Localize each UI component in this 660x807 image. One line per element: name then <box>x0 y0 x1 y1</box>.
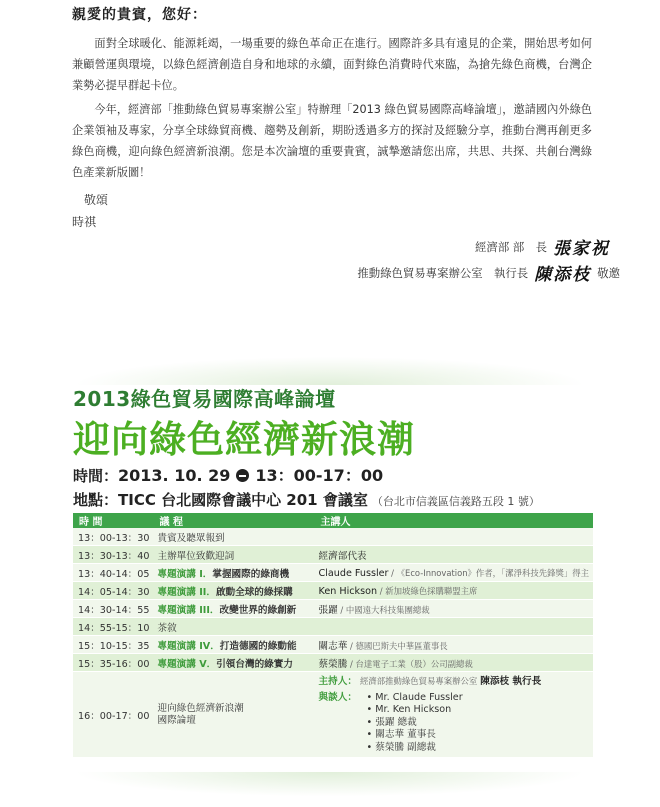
table-row <box>73 528 593 546</box>
table-row <box>73 636 593 654</box>
row-time: 14：05-14：30 <box>73 582 153 600</box>
list-item: • 蔡榮騰 副總裁 <box>367 742 589 755</box>
signature-suffix: 敬邀 <box>597 265 620 280</box>
row-speaker: 蔡榮騰 / 台達電子工業（股）公司副總裁 <box>315 654 593 672</box>
letter-greeting: 親愛的貴賓，您好： <box>72 7 207 23</box>
list-item: • 關志華 董事長 <box>367 729 589 742</box>
row-time: 15：10-15：35 <box>73 636 153 654</box>
table-row <box>73 618 593 636</box>
row-topic: 專題演講 V．引領台灣的綠實力 <box>153 654 314 672</box>
signature-title: 推動綠色貿易專案辦公室 執行長 <box>357 265 529 280</box>
table-row <box>73 654 593 672</box>
row-speaker: Ken Hickson / 新加坡綠色採購聯盟主席 <box>315 582 593 600</box>
event-date: 2013. 10. 29 <box>118 466 231 485</box>
row-speaker: 關志華 / 德國巴斯夫中華區董事長 <box>315 636 593 654</box>
row-topic: 迎向綠色經濟新浪潮 國際論壇 <box>153 672 314 758</box>
invitation-letter <box>72 0 592 183</box>
signature-line-ceo <box>357 260 620 285</box>
table-row-panel <box>73 672 593 758</box>
row-time: 16：00-17：00 <box>73 672 153 758</box>
row-topic: 貴賓及聽眾報到 <box>153 528 314 546</box>
handwritten-signature: 陳添枝 <box>534 265 592 285</box>
row-speaker <box>315 618 593 636</box>
row-topic: 茶敘 <box>153 618 314 636</box>
event-time <box>73 463 383 486</box>
list-item: • 張躍 總裁 <box>367 717 589 730</box>
row-time: 14：55-15：10 <box>73 618 153 636</box>
table-row <box>73 582 593 600</box>
event-hours: 13：00-17：00 <box>255 466 384 485</box>
time-label: 時間： <box>73 467 119 485</box>
list-item: • Mr. Claude Fussler <box>367 692 589 705</box>
row-speaker: 張躍 / 中國遠大科技集團總裁 <box>315 600 593 618</box>
row-topic: 專題演講 I．掌握國際的綠商機 <box>153 564 314 582</box>
row-time: 13：40-14：05 <box>73 564 153 582</box>
letter-closing-1: 敬頌 <box>84 193 109 207</box>
row-time: 13：00-13：30 <box>73 528 153 546</box>
separator-icon <box>236 469 249 482</box>
place-label: 地點： <box>73 491 119 509</box>
header-speaker: 主講人 <box>315 513 593 528</box>
schedule-table <box>73 513 593 758</box>
row-time: 13：30-13：40 <box>73 546 153 564</box>
panel-host: 主持人： 經濟部推動綠色貿易專案辦公室 陳添枝 執行長 <box>318 676 542 687</box>
row-speaker <box>315 528 593 546</box>
event-title: 迎向綠色經濟新浪潮 <box>73 418 415 461</box>
panel-cell <box>315 672 593 758</box>
row-topic: 專題演講 III．改變世界的綠創新 <box>153 600 314 618</box>
row-speaker: Claude Fussler / 《Eco-Innovation》作者，「潔淨科技先鋒獎」得主 <box>315 564 593 582</box>
place-name: TICC 台北國際會議中心 201 會議室 <box>118 491 368 509</box>
header-agenda: 議 程 <box>153 513 314 528</box>
letter-closing-2: 時祺 <box>72 215 97 229</box>
signature-line-minister <box>475 234 610 259</box>
row-time: 14：30-14：55 <box>73 600 153 618</box>
signature-title: 經濟部 部 長 <box>475 239 547 254</box>
letter-paragraph-1: 面對全球暖化、能源耗竭，一場重要的綠色革命正在進行。國際許多具有遠見的企業，開始思考如何兼顧營運與環境，以綠色經濟創造自身和地球的永續，面對綠色消費時代來臨，為搶先綠色商機，台灣企業勢必提早群起卡位。 <box>72 37 592 92</box>
letter-paragraph-2: 今年，經濟部「推動綠色貿易專案辦公室」特辦理「2013 綠色貿易國際高峰論壇」，邀請國內外綠色企業領袖及專家，分享全球綠貿商機、趨勢及創新，期盼透過多方的探討及經驗分享，推動台灣再創更多綠色商機，迎向綠色經濟新浪潮。您是本次論壇的重要貴賓，誠摯邀請您出席，共思、共探、共創台灣綠色產業新版圖！ <box>72 103 592 179</box>
table-row <box>73 546 593 564</box>
divider-glow <box>0 345 660 385</box>
list-item: • Mr. Ken Hickson <box>367 704 589 717</box>
table-header-row <box>73 513 593 528</box>
event-subtitle: 2013綠色貿易國際高峰論壇 <box>73 387 336 411</box>
table-row <box>73 564 593 582</box>
row-speaker: 經濟部代表 <box>315 546 593 564</box>
divider-glow <box>0 772 660 807</box>
row-topic: 專題演講 IV．打造德國的綠動能 <box>153 636 314 654</box>
event-place <box>73 489 540 510</box>
header-time: 時 間 <box>73 513 153 528</box>
handwritten-signature: 張家祝 <box>553 239 610 259</box>
row-topic: 專題演講 II．啟動全球的綠採購 <box>153 582 314 600</box>
row-topic: 主辦單位致歡迎詞 <box>153 546 314 564</box>
table-row <box>73 600 593 618</box>
panel-panelists: 與談人： • Mr. Claude Fussler • Mr. Ken Hickson • 張躍 總裁 • 關志華 董事長 • 蔡榮騰 副總裁 <box>319 692 589 755</box>
place-address: （台北市信義區信義路五段 1 號） <box>371 495 540 508</box>
row-time: 15：35-16：00 <box>73 654 153 672</box>
